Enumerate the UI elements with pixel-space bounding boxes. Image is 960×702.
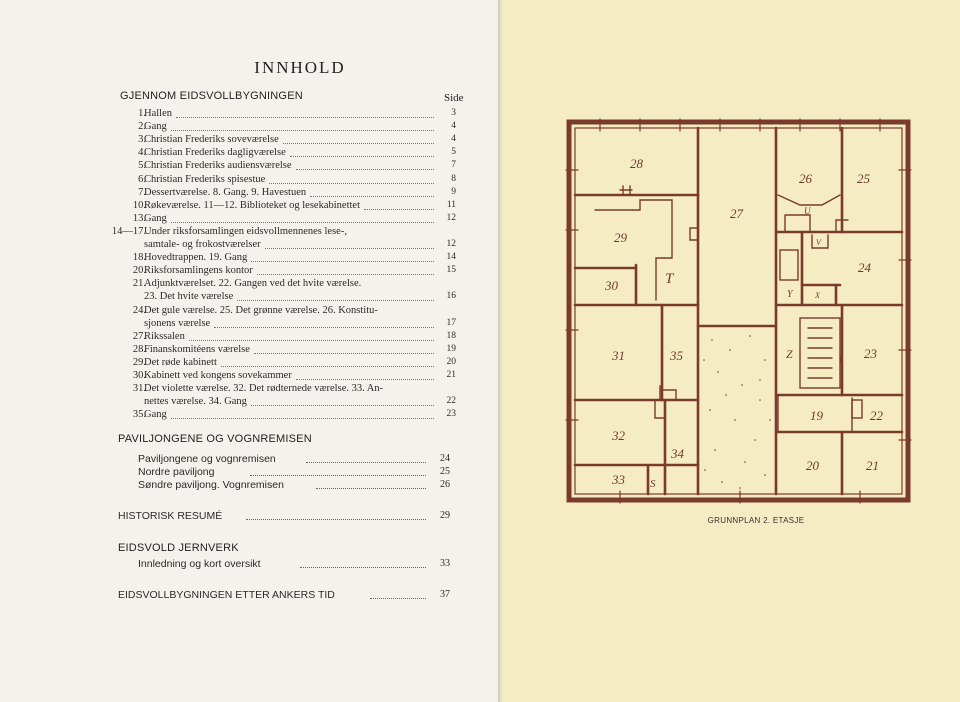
room-label-z: Z <box>786 347 793 361</box>
toc-entry-number: 6. <box>138 173 146 185</box>
toc-entry-text: Det violette værelse. 32. Det rødternede værelse. 33. An- <box>144 383 384 395</box>
room-label-24: 24 <box>858 260 871 275</box>
toc-entry-number: 3. <box>138 134 146 146</box>
floor-plan-caption: GRUNNPLAN 2. ETASJE <box>707 516 805 525</box>
toc-entry-text: Gang <box>144 409 167 421</box>
toc-entry-text: Christian Frederiks audiensværelse <box>144 160 292 172</box>
toc-entry-number: 18. <box>132 252 146 264</box>
toc-entry-text: Hallen <box>144 108 172 119</box>
toc-entry-text: Riksforsamlingens kontor <box>144 265 253 277</box>
toc-entry-text: Dessertværelse. 8. Gang. 9. Havestuen <box>144 186 307 198</box>
toc-entry-number: 29. <box>132 356 146 368</box>
toc-entry: Søndre paviljong. Vognremisen 26 <box>138 479 450 491</box>
room-label-23: 23 <box>864 346 877 361</box>
room-label-35: 35 <box>670 348 683 363</box>
toc-entry-number: 14—17. <box>111 225 146 237</box>
toc-entry-page: 8 <box>451 173 456 184</box>
room-label-s: S <box>650 478 656 490</box>
toc-entry-page: 12 <box>446 239 456 249</box>
section-title-jernverk: EIDSVOLD JERNVERK <box>118 542 239 554</box>
toc-entry-number: 1. <box>138 108 146 119</box>
toc-entry-text: sjonens værelse <box>144 317 211 329</box>
toc-entry-text: Kabinett ved kongens sovekammer <box>144 370 292 381</box>
toc-title: INNHOLD <box>254 58 346 77</box>
toc-entry-text: Rikssalen <box>144 330 185 342</box>
toc-etter-ankers-tid: EIDSVOLLBYGNINGEN ETTER ANKERS TID 37 <box>118 589 450 601</box>
toc-entry-page: 21 <box>446 370 456 380</box>
toc-entry-number: 31. <box>132 383 146 395</box>
toc-entry-text: Adjunktværelset. 22. Gangen ved det hvite værelse. <box>144 278 362 290</box>
toc-entry-number: 5. <box>138 160 146 172</box>
toc-entry-page: 7 <box>451 160 456 171</box>
toc-historisk-resume: HISTORISK RESUMÉ 29 <box>118 510 450 522</box>
room-label-x: X <box>815 291 820 300</box>
toc-entry-text: Christian Frederiks dagligværelse <box>144 147 286 159</box>
toc-entry-number: 10. <box>132 199 146 211</box>
room-label-22: 22 <box>870 408 883 423</box>
toc-entry-number: 2. <box>138 121 146 133</box>
toc-entry-number: 21. <box>132 278 146 290</box>
toc-entry-number: 35. <box>132 409 146 421</box>
toc-entry-number: 4. <box>138 147 146 159</box>
toc-entry-text: Under riksforsamlingen eidsvollmennenes lese-, <box>144 225 347 237</box>
toc-entry-page: 3 <box>451 108 456 118</box>
toc-entry-text: Christian Frederiks soveværelse <box>144 134 279 146</box>
toc-entry: Innledning og kort oversikt 33 <box>138 558 450 570</box>
toc-entry-page: 5 <box>451 147 456 158</box>
room-label-31: 31 <box>612 348 625 363</box>
toc-entry-page: 15 <box>446 265 456 276</box>
toc-entry-text: Det gule værelse. 25. Det grønne værelse. 26. Konstitu- <box>144 304 378 316</box>
room-label-32: 32 <box>612 428 625 443</box>
toc-entry-page: 4 <box>451 134 456 145</box>
section-title-paviljongene: PAVILJONGENE OG VOGNREMISEN <box>118 433 312 445</box>
room-label-20: 20 <box>806 458 819 473</box>
toc-entry-number: 28. <box>132 343 146 355</box>
toc-entry-page: 4 <box>451 121 456 132</box>
toc-entry-page: 18 <box>446 330 456 341</box>
room-label-26: 26 <box>799 171 812 186</box>
toc-entry-text: 23. Det hvite værelse <box>144 291 234 303</box>
toc-entry-page: 17 <box>446 317 456 328</box>
room-label-y: Y <box>787 289 793 300</box>
room-label-33: 33 <box>612 472 625 487</box>
toc-entry-text: Det røde kabinett <box>144 356 217 368</box>
toc-entry-number: 30. <box>132 370 146 381</box>
toc-entry-page: 16 <box>446 291 456 302</box>
toc-entry-page: 23 <box>446 409 456 420</box>
toc-entry-text: samtale- og frokostværelser <box>144 239 261 250</box>
section-title-eidsvollbygningen: GJENNOM EIDSVOLLBYGNINGEN <box>120 90 303 102</box>
toc-entry-page: 22 <box>446 396 456 407</box>
side-label: Side <box>444 92 464 104</box>
room-label-25: 25 <box>857 171 870 186</box>
toc-entry-page: 14 <box>446 252 456 263</box>
toc-entry-text: Christian Frederiks spisestue <box>144 173 266 185</box>
toc-entry-number: 24. <box>132 304 146 316</box>
toc-entry-page: 12 <box>446 212 456 223</box>
room-label-29: 29 <box>614 230 627 245</box>
toc-entry-page: 9 <box>451 186 456 197</box>
room-label-30: 30 <box>605 278 618 293</box>
room-label-28: 28 <box>630 156 643 171</box>
toc-entry-page: 20 <box>446 356 456 367</box>
toc-entry-number: 27. <box>132 330 146 342</box>
toc-entry-page: 19 <box>446 343 456 354</box>
toc-entry-text: nettes værelse. 34. Gang <box>144 396 247 408</box>
toc-entry-text: Gang <box>144 212 167 224</box>
toc-entry-number: 20. <box>132 265 146 277</box>
room-label-v: V <box>816 238 821 247</box>
toc-entry-text: Hovedtrappen. 19. Gang <box>144 252 248 264</box>
room-label-t: T <box>665 271 674 287</box>
toc-entry-number: 7. <box>138 186 146 198</box>
toc-entry-text: Finanskomitéens værelse <box>144 343 250 355</box>
room-label-19: 19 <box>810 408 823 423</box>
room-label-u: U <box>804 206 811 216</box>
toc-entry-text: Gang <box>144 121 167 133</box>
toc-entry-number: 13. <box>132 212 146 224</box>
toc-entry: Nordre paviljong 25 <box>138 466 450 478</box>
room-label-34: 34 <box>671 446 684 461</box>
toc-entry: Paviljongene og vognremisen 24 <box>138 453 450 465</box>
toc-entry-text: Røkeværelse. 11—12. Biblioteket og lesekabinettet <box>144 199 360 211</box>
courtyard-stipple <box>703 335 771 489</box>
toc-entry-page: 11 <box>446 199 456 210</box>
room-label-27: 27 <box>730 206 743 221</box>
room-label-21: 21 <box>866 458 879 473</box>
